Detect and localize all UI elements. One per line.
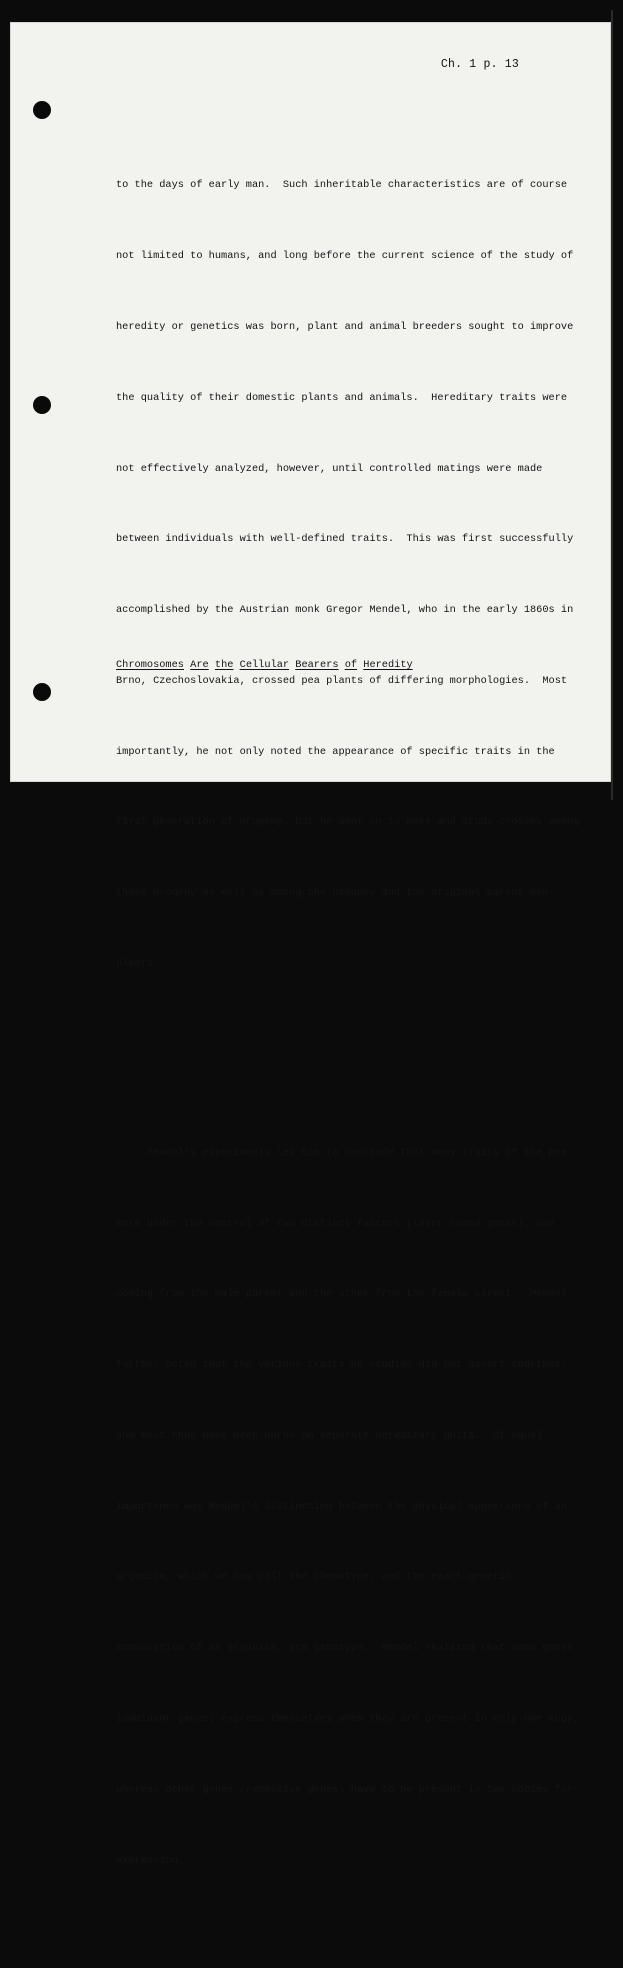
text-line: these progeny as well as among the progeny and the original parent pea (116, 887, 549, 900)
text-line: plants. (116, 957, 160, 970)
text-line: to the days of early man. Such inheritable characteristics are of course (116, 179, 568, 192)
binder-hole-bottom (33, 683, 51, 701)
heading-word: Chromosomes (116, 659, 184, 671)
binder-hole-middle (33, 396, 51, 414)
page-edge-shadow (611, 10, 613, 800)
text-line: importance was Mendel's distinction between the physical appearance of an (116, 1500, 568, 1513)
heading-word: the (214, 659, 234, 671)
body-text (116, 80, 580, 1968)
text-line: between individuals with well-defined traits. This was first successfully (116, 533, 574, 546)
paragraph-1 (116, 127, 580, 1024)
binder-hole-top (33, 101, 51, 119)
text-line: importantly, he not only noted the appearance of specific traits in the (116, 745, 555, 758)
text-line: coming from the male parent and the other from the female parent. Mendel (116, 1288, 568, 1301)
text-line: Mendel's experiments led him to conclude that many traits of the pea (116, 1146, 568, 1159)
text-line: not limited to humans, and long before the current science of the study of (116, 250, 574, 263)
text-line: the quality of their domestic plants and animals. Hereditary traits were (116, 391, 568, 404)
paragraph-2 (116, 1095, 580, 1921)
text-line: heredity or genetics was born, plant and animal breeders sought to improve (116, 320, 574, 333)
text-line: further noted that the various traits he studies did not assort together, (116, 1359, 568, 1372)
text-line: accomplished by the Austrian monk Gregor Mendel, who in the early 1860s in (116, 604, 574, 617)
heading-word: Bearers (295, 659, 339, 671)
text-line: composition of an organism, its genotype. Mendel realized that some genes (116, 1642, 574, 1655)
heading-word: Are (190, 659, 209, 671)
section-heading (116, 659, 413, 671)
text-line: not effectively analyzed, however, until controlled matings were made (116, 462, 543, 475)
heading-word: of (344, 659, 358, 671)
text-line: first generation of progeny, but he went on to make and study crosses among (116, 816, 580, 829)
text-line: expression. (116, 1854, 184, 1867)
heading-word: Cellular (239, 659, 290, 671)
heading-word: Heredity (363, 659, 413, 671)
text-line: organism, which we now call the phenotype, and the exact genetic (116, 1571, 512, 1584)
text-line: (dominant genes) express themselves when they are present in only one copy, (116, 1712, 580, 1725)
text-line: were under the control of two distinct factors (later named genes), one (116, 1217, 555, 1230)
page-reference: Ch. 1 p. 13 (440, 58, 519, 71)
text-line: Brno, Czechoslovakia, crossed pea plants of differing morphologies. Most (116, 674, 568, 687)
text-line: whereas other genes (recessive genes) have to be present in two copies for (116, 1783, 574, 1796)
text-line: and must thus have been borne on separate hereditary units. Of equal (116, 1429, 543, 1442)
